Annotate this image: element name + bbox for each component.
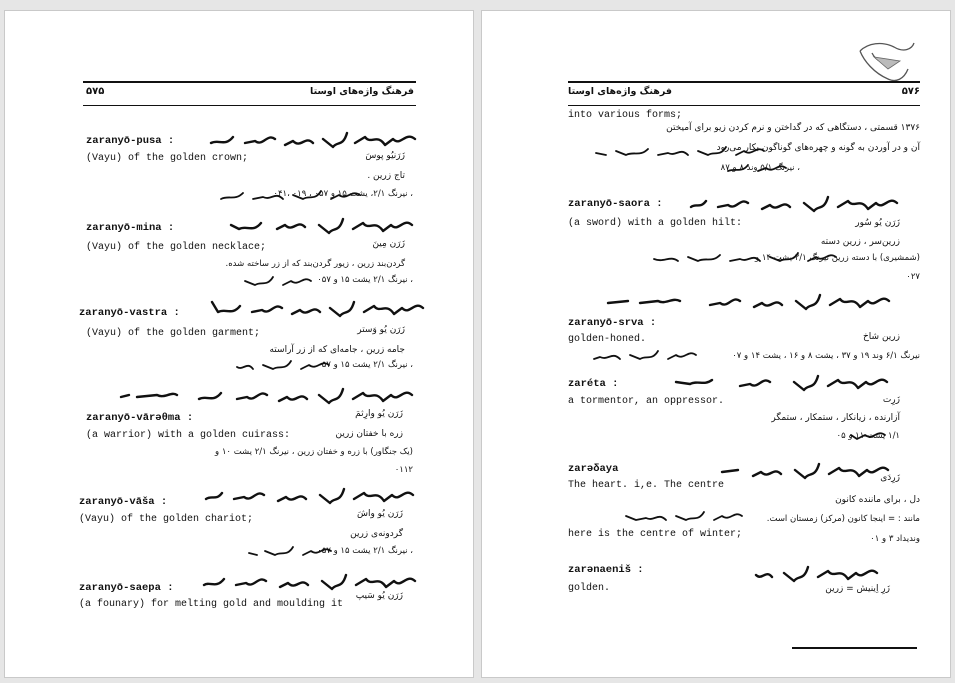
persian-word: زَرَن یُو واشَ bbox=[356, 509, 403, 519]
reference-continued: ۰۱۱۲ bbox=[394, 465, 413, 475]
persian-meaning: آزارنده ، زیانکار ، ستمکار ، ستمگر bbox=[771, 413, 900, 423]
reference: (شمشیری) با دسته زرین نیرنگ ۲/۱ یشت ۱۴ و bbox=[755, 253, 920, 263]
avestan-script bbox=[217, 211, 417, 241]
left-page bbox=[4, 10, 474, 678]
avestan-script bbox=[590, 345, 700, 365]
persian-word: زَرَن یُو سُور bbox=[855, 218, 900, 228]
avestan-script bbox=[604, 287, 894, 317]
gloss: golden-honed. bbox=[568, 334, 647, 345]
headword: zaréta : bbox=[568, 378, 619, 390]
gloss: The heart. i,e. The centre bbox=[568, 480, 725, 491]
avestan-script bbox=[208, 294, 428, 324]
gloss: (Vayu) of the golden garment; bbox=[86, 328, 261, 339]
persian-meaning: زرین‌سر ، زرین دسته bbox=[820, 237, 900, 247]
header-rule bbox=[83, 81, 416, 83]
headword: zaranyō-saepa : bbox=[79, 582, 174, 594]
page-number: ۵۷۶ bbox=[901, 86, 920, 97]
torn-corner-mark bbox=[854, 39, 916, 87]
header-rule-lower bbox=[568, 105, 920, 106]
persian-word: زَرَن یُو وارِثمَ bbox=[355, 409, 403, 419]
headword: zaranyō-vastra : bbox=[79, 307, 180, 319]
gloss: (a sword) with a golden hilt: bbox=[568, 218, 743, 229]
persian-meaning: گردونه‌ی زرین bbox=[350, 529, 403, 539]
avestan-script bbox=[718, 456, 893, 486]
gloss: (Vayu) of the golden chariot; bbox=[79, 514, 254, 525]
headword: zaranyō-pusa : bbox=[86, 135, 175, 147]
gloss: (a warrior) with a golden cuirass: bbox=[86, 430, 291, 441]
persian-word: زرین شاخ bbox=[862, 332, 900, 342]
gloss: golden. bbox=[568, 583, 611, 594]
persian-word: زَرَن مِینَ bbox=[372, 239, 405, 249]
persian-word: زَرِت bbox=[882, 395, 900, 405]
persian-meaning: زره با خفتان زرین bbox=[335, 429, 403, 439]
headword: zaranyō-vāša : bbox=[79, 496, 168, 508]
headword: zarəδaya bbox=[568, 463, 619, 475]
persian-example: مانند : = اینجا کانون (مرکز) زمستان است. bbox=[766, 514, 920, 524]
persian-meaning: جامه زرین ، جامه‌ای که از زر آراسته bbox=[269, 345, 405, 355]
header-title: فرهنگ واژه‌های اوستا bbox=[568, 86, 672, 97]
persian-word: زَرَنیُو پوسَ bbox=[365, 151, 405, 161]
reference: ، نیرنگ ۲/۱ یشت ۱۵ و ۰۵۷ bbox=[317, 275, 413, 285]
headword: zaranyō-vārəθma : bbox=[86, 412, 194, 424]
header-rule bbox=[568, 81, 920, 83]
reference: وندیداد ۳ و ۰۱ bbox=[870, 534, 920, 544]
gloss: (Vayu) of the golden necklace; bbox=[86, 242, 267, 253]
avestan-script bbox=[202, 481, 418, 511]
avestan-script bbox=[235, 271, 315, 291]
gloss-example: here is the centre of winter; bbox=[568, 529, 743, 540]
persian-meaning: گردن‌بند زرین ، زیور گردن‌بند که از زر ساخته شده. bbox=[225, 259, 405, 269]
footer-rule bbox=[792, 647, 917, 649]
continued-persian: آن و در آوردن به گونه و چهره‌های گوناگون بکار می‌رود bbox=[716, 143, 920, 153]
continued-reference: ، نیرنگ ۵/۱ وند ۸ و ۸۷ bbox=[720, 163, 800, 173]
avestan-script bbox=[687, 189, 902, 219]
reference: ، نیرنگ ۲/۱، یشت ۱۵ و ۰۵۷ ، ۰۱۹ ،۰۴۱ bbox=[273, 189, 413, 199]
gloss: (a founary) for melting gold and moulding it bbox=[79, 599, 344, 610]
header-title: فرهنگ واژه‌های اوستا bbox=[310, 86, 414, 97]
gloss: a tormentor, an oppressor. bbox=[568, 396, 725, 407]
headword: zaranyō-srva : bbox=[568, 317, 657, 329]
reference: نیرنگ ۶/۱ وند ۱۹ و ۳۷ ، یشت ۸ و ۱۶ ، یشت ۱۴ و ۰۷ bbox=[732, 351, 920, 361]
reference: ۱/۱ یشت ۱۱ و ۰۵ bbox=[836, 431, 900, 441]
right-page bbox=[481, 10, 951, 678]
reference: ، نیرنگ ۲/۱ یشت ۱۵ و ۰۵۷ bbox=[317, 360, 413, 370]
continued-text: into various forms; bbox=[568, 110, 683, 121]
headword: zaranyō-mina : bbox=[86, 222, 175, 234]
avestan-script bbox=[117, 381, 417, 411]
headword: zaranyō-saora : bbox=[568, 198, 663, 210]
avestan-script bbox=[622, 506, 746, 526]
reference: (یک جنگاور) با زره و خفتان زرین ، نیرنگ ۲/۱ یشت ۱۰ و bbox=[215, 447, 413, 457]
headword: zarənaeniš : bbox=[568, 564, 644, 576]
reference-continued: ۰۲۷ bbox=[906, 272, 920, 282]
persian-meaning: تاج زرین . bbox=[367, 171, 405, 181]
persian-meaning: دل ، برای ماننده کانون bbox=[835, 495, 920, 505]
reference: ، نیرنگ ۲/۱ یشت ۱۵ و ۰۵۷ bbox=[317, 546, 413, 556]
continued-persian: ۱۳۷۶ قسمتی ، دستگاهی که در گداختن و نرم کردن زیو برای آمیختن bbox=[666, 123, 920, 133]
gloss: (Vayu) of the golden crown; bbox=[86, 153, 249, 164]
header-rule-lower bbox=[83, 105, 416, 106]
persian-word: زَرِ اِینیش = زرین bbox=[825, 584, 890, 594]
avestan-script bbox=[672, 368, 892, 398]
page-number: ۵۷۵ bbox=[86, 86, 105, 97]
persian-word: زَرَن یُو سَیپ bbox=[355, 591, 403, 601]
persian-word: زَرِدَی bbox=[880, 473, 900, 483]
persian-word: زَرَن یُو وَستر bbox=[357, 325, 405, 335]
